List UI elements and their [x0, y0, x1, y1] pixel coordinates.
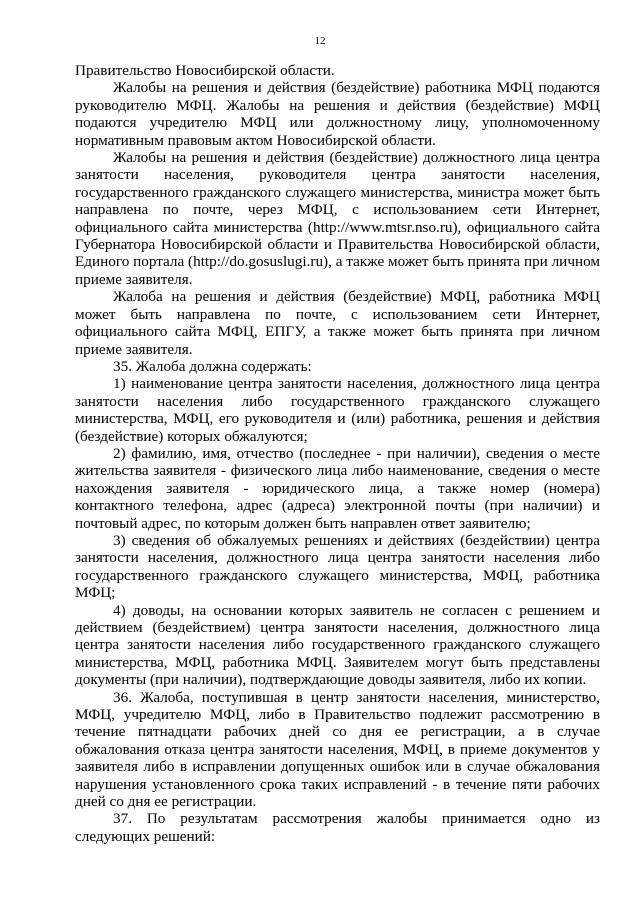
clause-35-item-1: 1) наименование центра занятости населения, должностного лица центра занятости населения либо государственного гражданского служащего министерства, МФЦ, его руководителя и (или) работника, решения и действия (бездействие) которых обжалуются; — [75, 375, 600, 445]
document-body — [75, 62, 600, 845]
paragraph-continuation: Правительство Новосибирской области. — [75, 62, 335, 79]
clause-37: 37. По результатам рассмотрения жалобы принимается одно из следующих решений: — [75, 810, 600, 845]
paragraph-complaints-mfc: Жалоба на решения и действия (бездействие) МФЦ, работника МФЦ может быть направлена по почте, с использованием сети Интернет, официального сайта МФЦ, ЕПГУ, а также может быть принята при личном приеме заявителя. — [75, 288, 600, 358]
clause-35-item-2: 2) фамилию, имя, отчество (последнее - при наличии), сведения о месте жительства заявителя - физического лица либо наименование, сведения о месте нахождения заявителя - юридического лица, а также номер (номера) контактного телефона, адрес (адреса) электронной почты (при наличии) и почтовый адрес, по которым должен быть направлен ответ заявителю; — [75, 444, 600, 532]
clause-36: 36. Жалоба, поступившая в центр занятости населения, министерство, МФЦ, учредителю МФЦ, либо в Правительство подлежит рассмотрению в течение пятнадцати рабочих дней со дня ее регистрации, а в случае обжалования отказа центра занятости населения, МФЦ, в приеме документов у заявителя либо в исправлении допущенных ошибок или в случае обжалования нарушения установленного срока таких исправлений - в течение пяти рабочих дней со дня ее регистрации. — [75, 688, 600, 811]
paragraph-complaints-mfc-employee: Жалобы на решения и действия (бездействие) работника МФЦ подаются руководителю МФЦ. Жалобы на решения и действия (бездействие) МФЦ подаются учредителю МФЦ или должностному лицу, уполномоченному нормативным правовым актом Новосибирской области. — [75, 79, 600, 149]
clause-35-heading: 35. Жалоба должна содержать: — [113, 357, 312, 375]
paragraph-complaints-employment-center: Жалобы на решения и действия (бездействие) должностного лица центра занятости населения, руководителя центра занятости населения, государственного гражданского служащего министерства, министра может быть направлена по почте, через МФЦ, с использованием сети Интернет, официального сайта министерства (http://www.mtsr.nso.ru), официального сайта Губернатора Новосибирской области и Правительства Новосибирской области, Единого портала (http://do.gosuslugi.ru), а также может быть принята при личном приеме заявителя. — [75, 149, 600, 288]
clause-35-item-4: 4) доводы, на основании которых заявитель не согласен с решением и действием (бездействием) центра занятости населения, должностного лица центра занятости населения либо государственного гражданского служащего министерства, МФЦ, работника МФЦ. Заявителем могут быть представлены документы (при наличии), подтверждающие доводы заявителя, либо их копии. — [75, 601, 600, 689]
clause-35-item-3: 3) сведения об обжалуемых решениях и действиях (бездействии) центра занятости населения, должностного лица центра занятости населения либо государственного гражданского служащего министерства, МФЦ, работника МФЦ; — [75, 531, 600, 602]
page-number: 12 — [314, 35, 326, 47]
